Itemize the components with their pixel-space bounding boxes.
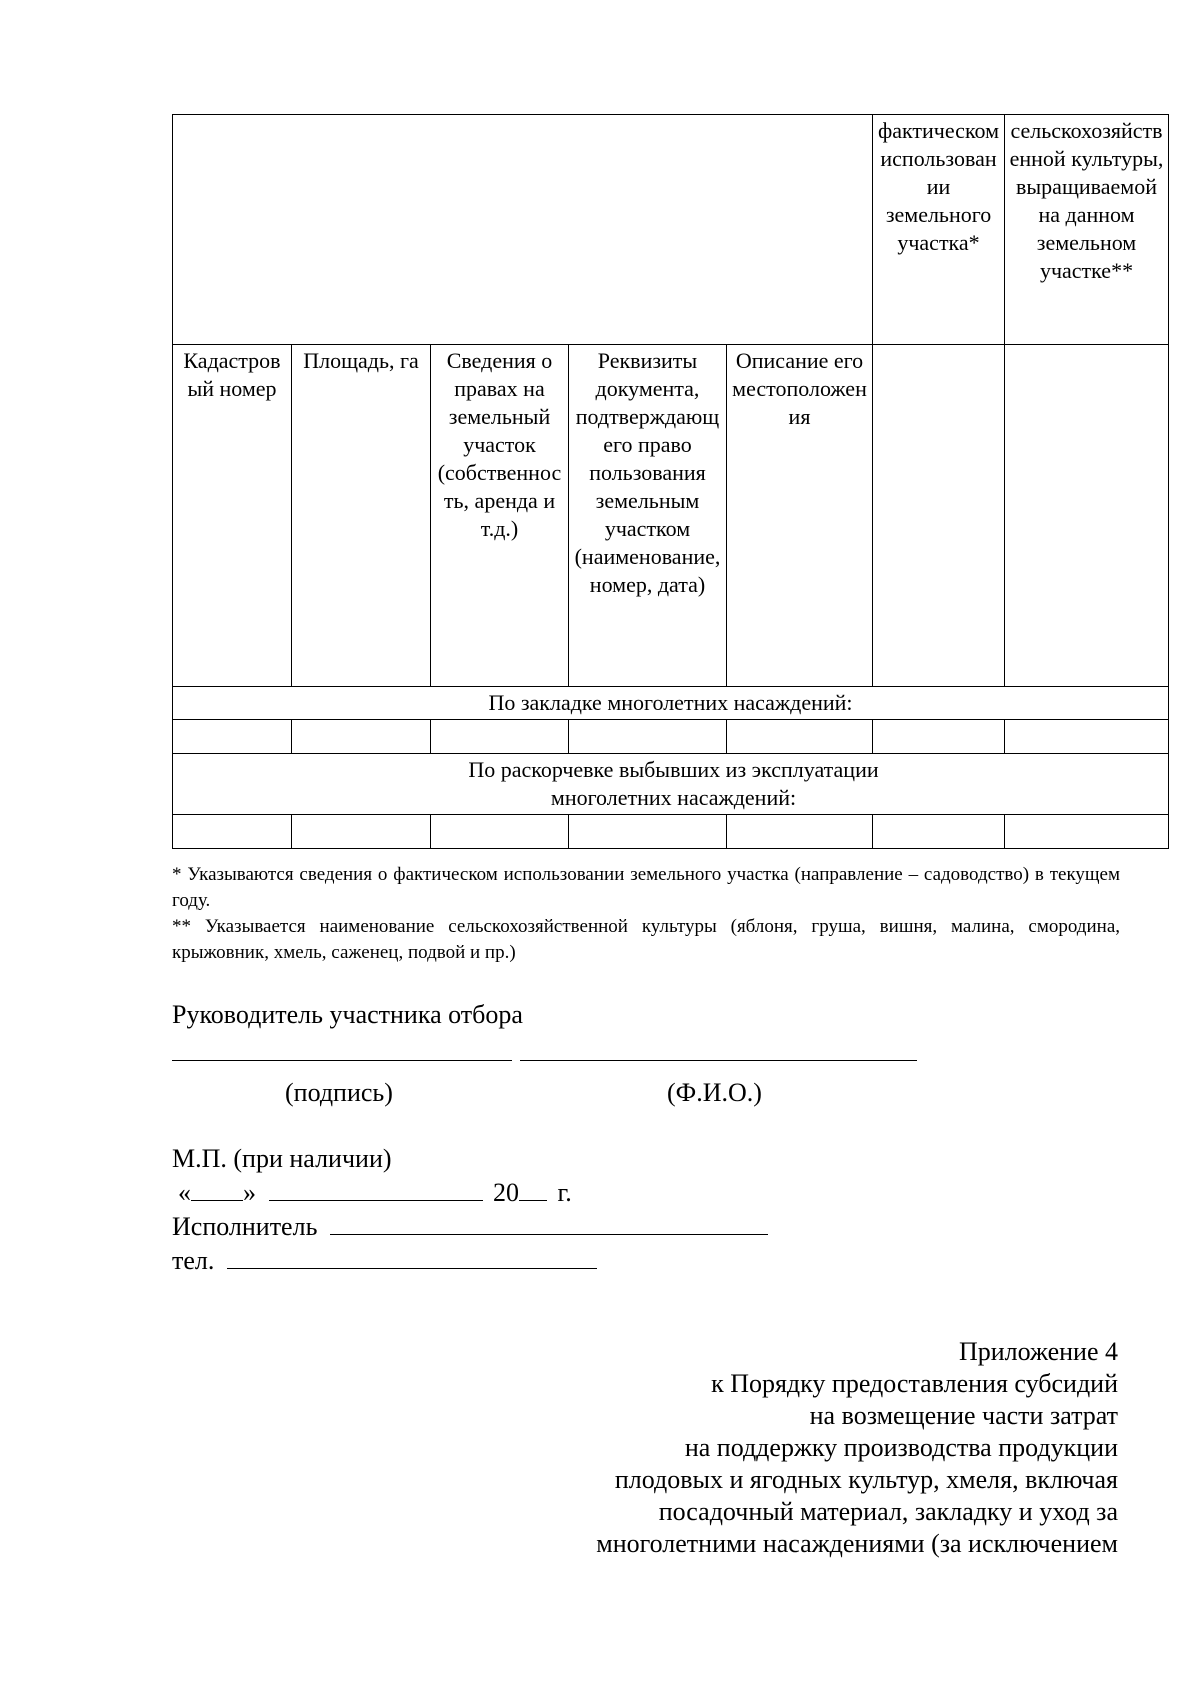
header-crop-cell: сельскохозяйственной культуры, выращиваемой на данном земельном участке** bbox=[1005, 115, 1169, 345]
data-cell bbox=[431, 815, 569, 849]
data-cell bbox=[1005, 815, 1169, 849]
name-caption: (Ф.И.О.) bbox=[667, 1078, 762, 1107]
data-cell bbox=[173, 720, 292, 754]
footnote-2: ** Указывается наименование сельскохозяйственной культуры (яблоня, груша, вишня, малина, смородина, крыжовник, хмель, саженец, подвой и пр.) bbox=[172, 916, 1120, 963]
executor-line bbox=[172, 1212, 768, 1242]
stamp-place: М.П. (при наличии) bbox=[172, 1144, 392, 1173]
data-cell bbox=[727, 720, 873, 754]
appendix-line: на возмещение части затрат bbox=[809, 1401, 1118, 1430]
section-uprooting-row bbox=[173, 754, 1169, 815]
appendix-header bbox=[418, 1336, 1118, 1560]
data-cell bbox=[873, 815, 1005, 849]
header-rights-info: Сведения о правах на земельный участок (собственность, аренда и т.д.) bbox=[431, 345, 569, 687]
footnotes bbox=[172, 862, 1120, 966]
phone-line bbox=[172, 1246, 597, 1276]
executor-label: Исполнитель bbox=[172, 1212, 318, 1241]
date-line bbox=[178, 1178, 572, 1208]
footnote-1: * Указываются сведения о фактическом использовании земельного участка (направление – садоводство) в текущем году. bbox=[172, 864, 1120, 911]
header-columns-row bbox=[173, 345, 1169, 687]
header-empty-cell bbox=[1005, 345, 1169, 687]
appendix-line: к Порядку предоставления субсидий bbox=[711, 1369, 1118, 1398]
planting-data-row bbox=[173, 720, 1169, 754]
data-cell bbox=[1005, 720, 1169, 754]
header-top-empty-cell bbox=[173, 115, 873, 345]
executor-blank bbox=[330, 1214, 768, 1235]
header-empty-cell bbox=[873, 345, 1005, 687]
data-cell bbox=[569, 720, 727, 754]
land-plots-table bbox=[172, 114, 1169, 849]
data-cell bbox=[173, 815, 292, 849]
data-cell bbox=[431, 720, 569, 754]
section-planting-label: По закладке многолетних насаждений: bbox=[173, 687, 1169, 720]
header-area: Площадь, га bbox=[292, 345, 431, 687]
data-cell bbox=[292, 720, 431, 754]
phone-label: тел. bbox=[172, 1246, 215, 1275]
signature-caption: (подпись) bbox=[285, 1078, 393, 1107]
signature-title: Руководитель участника отбора bbox=[172, 1000, 523, 1029]
uprooting-data-row bbox=[173, 815, 1169, 849]
year-blank bbox=[519, 1180, 547, 1201]
header-cadastral-number: Кадастровый номер bbox=[173, 345, 292, 687]
name-line bbox=[520, 1060, 917, 1061]
date-close-quote: » bbox=[243, 1178, 256, 1207]
date-open-quote: « bbox=[178, 1178, 191, 1207]
signature-line bbox=[172, 1060, 512, 1061]
data-cell bbox=[292, 815, 431, 849]
appendix-line: многолетними насаждениями (за исключением bbox=[596, 1529, 1118, 1558]
data-cell bbox=[873, 720, 1005, 754]
header-location-description: Описание его местоположения bbox=[727, 345, 873, 687]
section-uprooting-text: По раскорчевке выбывших из эксплуатации многолетних насаждений: bbox=[468, 757, 879, 810]
header-actual-use-cell: фактическом использовании земельного участка* bbox=[873, 115, 1005, 345]
appendix-line: плодовых и ягодных культур, хмеля, включая bbox=[614, 1465, 1118, 1494]
header-document-details: Реквизиты документа, подтверждающего право пользования земельным участком (наименование, номер, дата) bbox=[569, 345, 727, 687]
appendix-line: на поддержку производства продукции bbox=[684, 1433, 1118, 1462]
year-suffix: г. bbox=[557, 1178, 572, 1207]
year-prefix: 20 bbox=[493, 1178, 519, 1207]
day-blank bbox=[191, 1180, 243, 1201]
data-cell bbox=[727, 815, 873, 849]
phone-blank bbox=[227, 1248, 597, 1269]
data-cell bbox=[569, 815, 727, 849]
appendix-line: Приложение 4 bbox=[958, 1337, 1118, 1366]
header-top-row bbox=[173, 115, 1169, 345]
month-blank bbox=[269, 1180, 483, 1201]
section-uprooting-label bbox=[173, 754, 1169, 815]
appendix-line: посадочный материал, закладку и уход за bbox=[658, 1497, 1118, 1526]
section-planting-row bbox=[173, 687, 1169, 720]
